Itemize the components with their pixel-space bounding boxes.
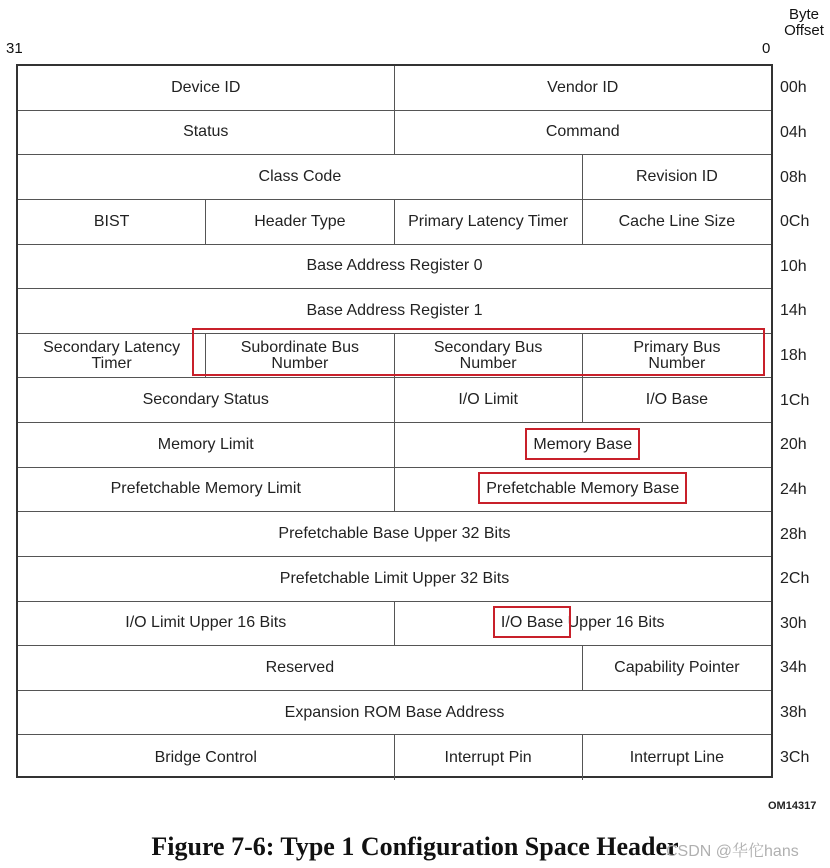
field-prefetchable-limit-upper-32-bits <box>18 557 771 602</box>
field-secondary-status <box>18 378 395 423</box>
field-cache-line-size <box>583 200 771 245</box>
field-label: BIST <box>93 212 130 230</box>
offset-34h: 34h <box>780 659 807 677</box>
field-label: Memory Limit <box>157 435 254 453</box>
field-label: Memory Base <box>533 435 633 453</box>
highlight-io-base <box>493 606 571 638</box>
field-vendor-id <box>395 66 772 111</box>
field-command <box>395 111 772 156</box>
byte-offset-header <box>776 7 830 39</box>
offset-08h: 08h <box>780 168 807 186</box>
offset-00h: 00h <box>780 79 807 97</box>
field-label: I/O Limit <box>458 391 518 409</box>
field-label: Header Type <box>254 212 346 230</box>
field-label: Device ID <box>171 78 241 96</box>
field-capability-pointer <box>583 646 771 691</box>
field-prefetchable-memory-limit <box>18 468 395 513</box>
field-memory-limit <box>18 423 395 468</box>
highlight-memory-base <box>525 428 640 460</box>
offset-14h: 14h <box>780 302 807 320</box>
field-label: Prefetchable Base Upper 32 Bits <box>278 525 511 543</box>
field-i-o-limit <box>395 378 583 423</box>
field-reserved <box>18 646 583 691</box>
field-primary-latency-timer <box>395 200 583 245</box>
field-label: Prefetchable Limit Upper 32 Bits <box>279 569 510 587</box>
field-label: Prefetchable Memory Base <box>486 480 680 498</box>
field-i-o-base-upper-16-bits <box>395 602 772 647</box>
field-label: I/O Base <box>645 391 708 409</box>
field-label: Vendor ID <box>547 78 619 96</box>
field-label: Interrupt Line <box>629 748 725 766</box>
bit-0-label: 0 <box>762 40 771 57</box>
byte-offset-line1: Byte <box>788 6 819 23</box>
field-label: Prefetchable Memory Limit <box>110 480 301 498</box>
field-prefetchable-base-upper-32-bits <box>18 512 771 557</box>
offset-28h: 28h <box>780 525 807 543</box>
offset-38h: 38h <box>780 704 807 722</box>
field-label: Base Address Register 0 <box>306 257 483 275</box>
watermark: CSDN @华佗hans <box>666 843 799 860</box>
field-label: Subordinate Bus Number <box>240 338 360 372</box>
field-label: Reserved <box>265 658 335 676</box>
figure-caption: Figure 7-6: Type 1 Configuration Space Header <box>151 832 679 861</box>
field-interrupt-pin <box>395 735 583 780</box>
field-revision-id <box>583 155 771 200</box>
offset-3ch: 3Ch <box>780 748 810 766</box>
field-expansion-rom-base-address <box>18 691 771 736</box>
field-label: Command <box>545 123 620 141</box>
field-label: Primary Latency Timer <box>408 212 569 230</box>
field-device-id <box>18 66 395 111</box>
field-label: I/O Limit Upper 16 Bits <box>125 614 287 632</box>
field-label: Expansion ROM Base Address <box>284 703 505 721</box>
offset-18h: 18h <box>780 347 807 365</box>
offset-2ch: 2Ch <box>780 570 810 588</box>
offset-30h: 30h <box>780 614 807 632</box>
offset-20h: 20h <box>780 436 807 454</box>
field-class-code <box>18 155 583 200</box>
offset-0ch: 0Ch <box>780 213 810 231</box>
field-secondary-latency-timer <box>18 334 206 379</box>
field-label: Capability Pointer <box>614 658 740 676</box>
highlight-prefetchable-memory-base <box>478 472 687 504</box>
field-label: Class Code <box>258 168 342 186</box>
highlight-bus-numbers <box>192 328 765 377</box>
offset-10h: 10h <box>780 257 807 275</box>
field-label: Revision ID <box>635 168 718 186</box>
field-bridge-control <box>18 735 395 780</box>
field-base-address-register-0 <box>18 245 771 290</box>
field-i-o-limit-upper-16-bits <box>18 602 395 647</box>
field-label: Secondary Latency Timer <box>43 338 181 372</box>
field-interrupt-line <box>583 735 771 780</box>
field-label: I/O Base Upper 16 Bits <box>500 614 665 632</box>
field-label: Bridge Control <box>154 748 257 766</box>
field-label: Interrupt Pin <box>444 748 532 766</box>
config-space-grid <box>16 64 773 778</box>
field-label: Secondary Status <box>142 391 269 409</box>
field-header-type <box>206 200 394 245</box>
field-status <box>18 111 395 156</box>
figure-id: OM14317 <box>768 800 817 812</box>
offset-1ch: 1Ch <box>780 391 810 409</box>
field-bist <box>18 200 206 245</box>
field-label: Primary Bus Number <box>633 338 721 372</box>
field-label: Base Address Register 1 <box>306 301 483 319</box>
offset-24h: 24h <box>780 480 807 498</box>
field-label: Secondary Bus Number <box>433 338 543 372</box>
field-label: Status <box>183 123 229 141</box>
offset-04h: 04h <box>780 123 807 141</box>
bit-31-label: 31 <box>6 40 23 57</box>
byte-offset-line2: Offset <box>784 22 824 39</box>
field-i-o-base <box>583 378 771 423</box>
field-label: Cache Line Size <box>618 212 736 230</box>
